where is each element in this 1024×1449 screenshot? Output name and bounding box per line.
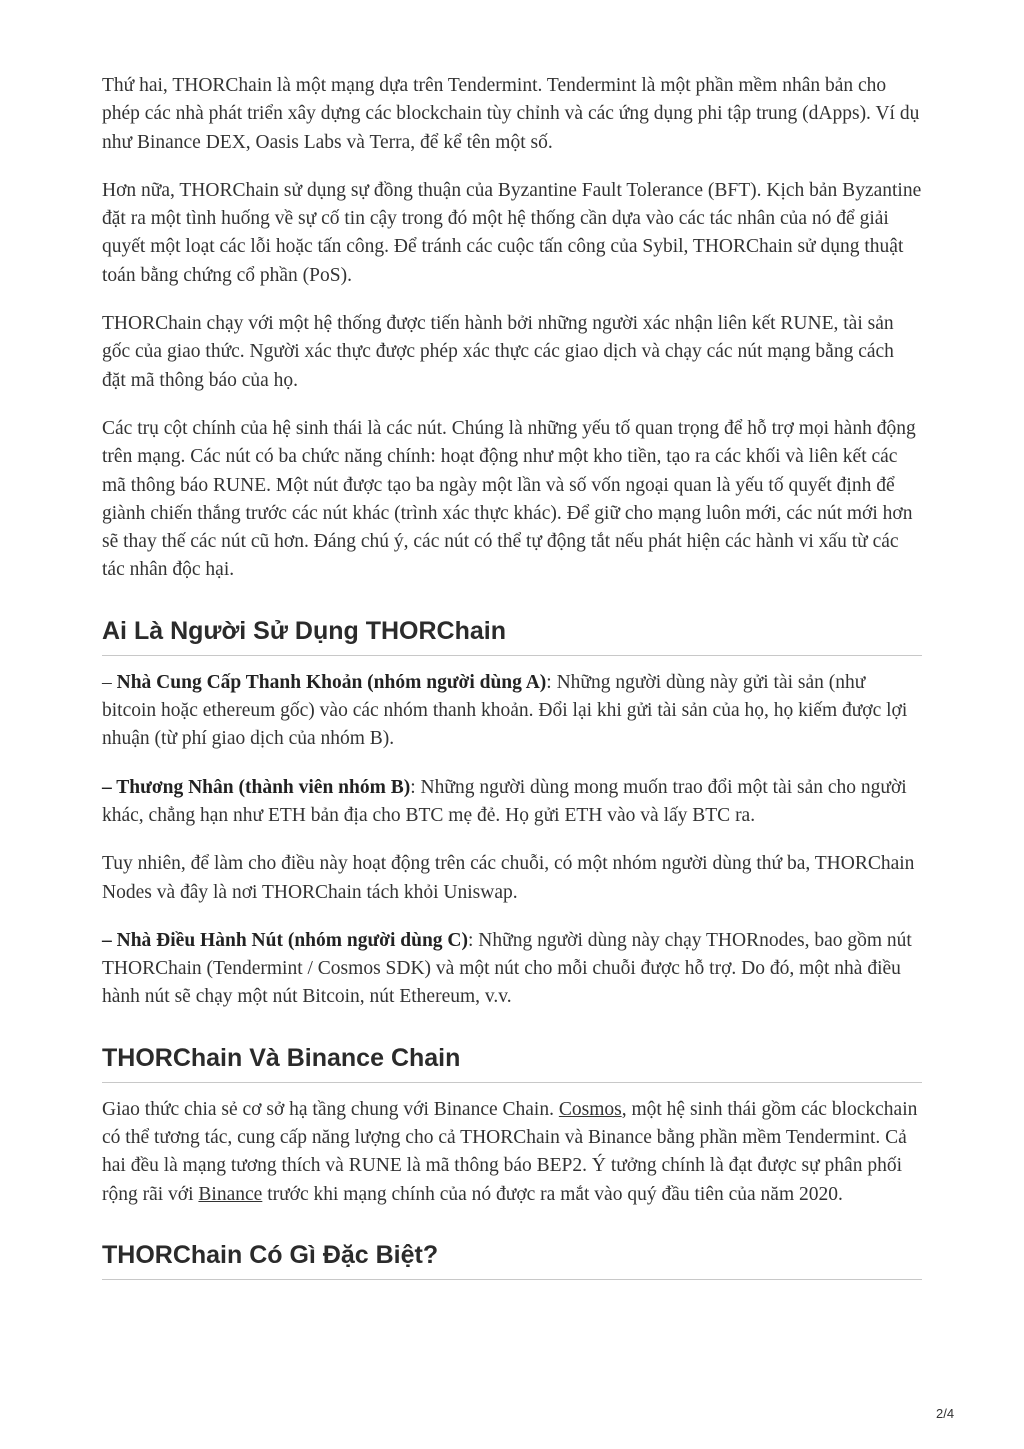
binance-text-1: Giao thức chia sẻ cơ sở hạ tầng chung với Binance Chain. [102,1098,559,1120]
paragraph-binance-chain [102,1096,922,1209]
cosmos-link[interactable]: Cosmos [558,1098,622,1120]
paragraph-node-operators [102,927,922,1012]
binance-text-2: , một hệ sinh thái gồm các blockchain có thể tương tác, cung cấp năng lượng cho cả THORChain và Binance bằng phần mềm Tendermint. Cả hai đều là mạng tương thích và RUNE là mã thông báo BEP2. Ý tưởng chính là đạt được sự phân phối rộng rãi với [102,1098,918,1205]
item2-text: : Những người dùng mong muốn trao đổi một tài sản cho người khác, chẳng hạn như ETH bản địa cho BTC mẹ đẻ. Họ gửi ETH vào và lấy BTC ra. [102,776,907,826]
item3-text: : Những người dùng này chạy THORnodes, bao gồm nút THORChain (Tendermint / Cosmos SDK) và một nút cho mỗi chuỗi được hỗ trợ. Do đó, một nhà điều hành nút sẽ chạy một nút Bitcoin, nút Ethereum, v.v. [102,929,912,1008]
paragraph-liquidity-providers [102,669,922,754]
binance-text-3: trước khi mạng chính của nó được ra mắt vào quý đầu tiên của năm 2020. [262,1183,843,1205]
paragraph-validators: THORChain chạy với một hệ thống được tiến hành bởi những người xác nhận liên kết RUNE, tài sản gốc của giao thức. Người xác thực được phép xác thực các giao dịch và chạy các nút mạng bằng cách đặt mã thông báo của họ. [102,313,894,391]
paragraph-bft: Hơn nữa, THORChain sử dụng sự đồng thuận của Byzantine Fault Tolerance (BFT). Kịch bản Byzantine đặt ra một tình huống về sự cố tin cậy trong đó một hệ thống cần dựa vào các tác nhân của nó để giải quyết một loạt các lỗi hoặc tấn công. Để tránh các cuộc tấn công của Sybil, THORChain sử dụng thuật toán bằng chứng cổ phần (PoS). [102,179,922,286]
heading-thorchain-binance: THORChain Và Binance Chain [102,1042,922,1083]
page-number: 2/4 [936,1406,955,1421]
item1-title: Nhà Cung Cấp Thanh Khoản (nhóm người dùng A) [116,671,547,693]
paragraph-third-group: Tuy nhiên, để làm cho điều này hoạt động trên các chuỗi, có một nhóm người dùng thứ ba, THORChain Nodes và đây là nơi THORChain tách khỏi Uniswap. [102,853,915,903]
paragraph-nodes: Các trụ cột chính của hệ sinh thái là các nút. Chúng là những yếu tố quan trọng để hỗ trợ mọi hành động trên mạng. Các nút có ba chức năng chính: hoạt động như một kho tiền, tạo ra các khối và liên kết các mã thông báo RUNE. Một nút được tạo ba ngày một lần và số vốn ngoại quan là yếu tố quyết định để giành chiến thắng trước các nút khác (trình xác thực khác). Để giữ cho mạng luôn mới, các nút mới hơn sẽ thay thế các nút cũ hơn. Đáng chú ý, các nút có thể tự động tắt nếu phát hiện các hành vi xấu từ các tác nhân độc hại. [102,417,916,581]
heading-who-uses: Ai Là Người Sử Dụng THORChain [102,615,922,656]
paragraph-traders [102,774,922,831]
paragraph-tendermint: Thứ hai, THORChain là một mạng dựa trên Tendermint. Tendermint là một phần mềm nhân bản cho phép các nhà phát triển xây dựng các blockchain tùy chỉnh và các ứng dụng phi tập trung (dApps). Ví dụ như Binance DEX, Oasis Labs và Terra, để kể tên một số. [102,75,920,153]
article-body [102,72,922,1293]
item1-prefix: – [102,671,117,693]
binance-link[interactable]: Binance [198,1183,263,1205]
heading-what-is-special: THORChain Có Gì Đặc Biệt? [102,1239,922,1280]
item2-title: – Thương Nhân (thành viên nhóm B) [102,776,411,798]
item1-text: : Những người dùng này gửi tài sản (như bitcoin hoặc ethereum gốc) vào các nhóm thanh khoản. Đổi lại khi gửi tài sản của họ, họ kiếm được lợi nhuận (từ phí giao dịch của nhóm B). [102,671,908,750]
item3-title: – Nhà Điều Hành Nút (nhóm người dùng C) [102,929,469,951]
